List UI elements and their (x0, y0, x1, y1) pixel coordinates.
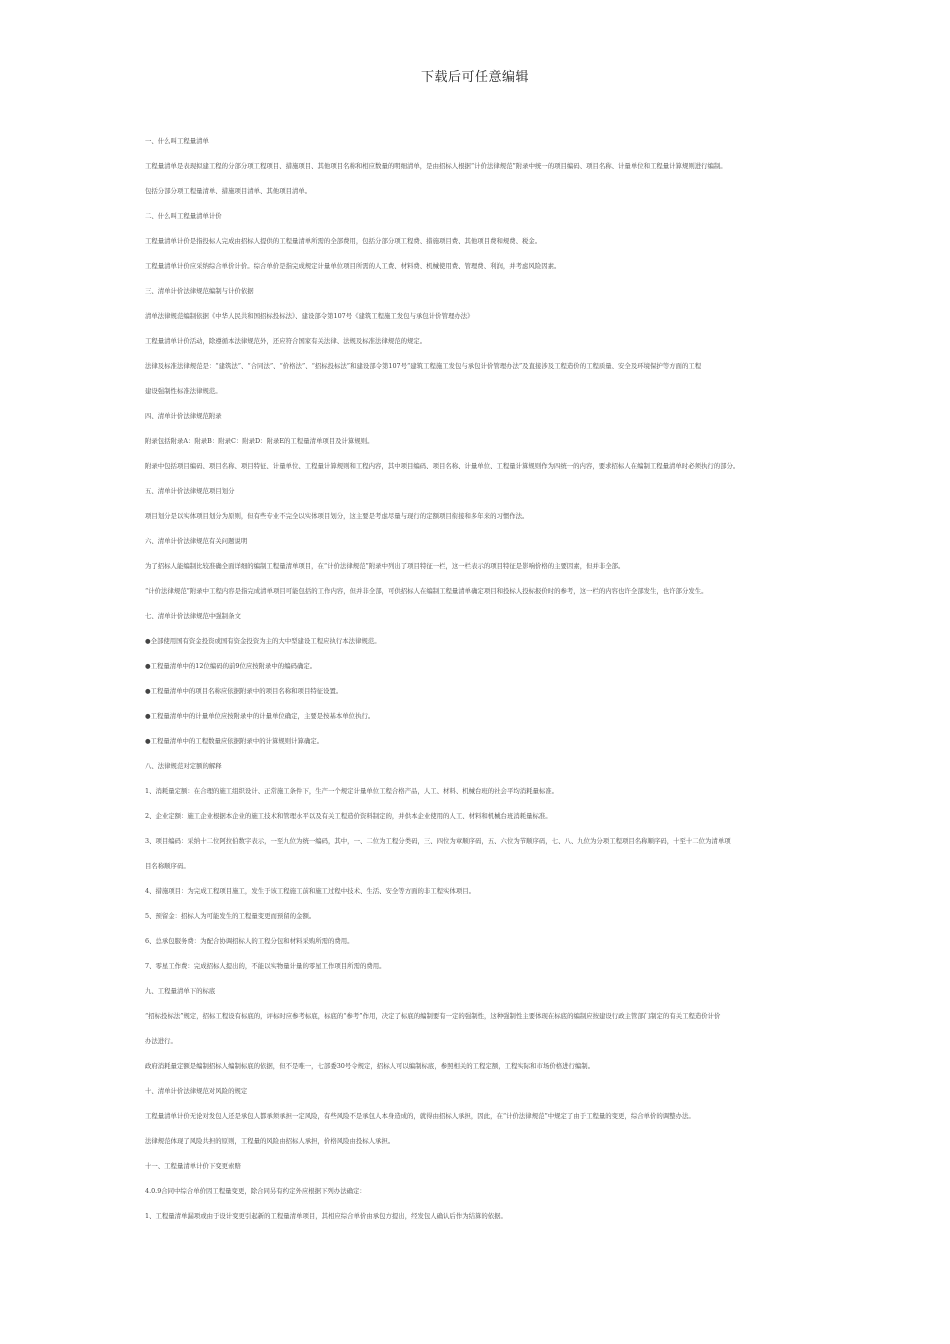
text-line: 六、清单计价法律规范有关问题说明 (145, 537, 248, 545)
text-line: ●工程量清单中的计量单位应按附录中的计量单位确定，主要是按基本单位执行。 (145, 712, 375, 720)
text-line: 5、预留金：招标人为可能发生的工程量变更而预留的金额。 (145, 912, 316, 920)
text-line: “计价法律规范”附录中工程内容是指完成清单项目可能包括的工作内容，但并非全部，可供招标人在编制工程量清单确定项目和投标人投标报价时的参考，这一栏的内容也许全部发生，也许部分发生。 (145, 587, 708, 595)
text-line: 建设强制性标准法律规范。 (145, 387, 222, 395)
text-line: 三、清单计价法律规范编制与计价依据 (145, 287, 254, 295)
text-line: 八、法律规范对定额的解释 (145, 762, 222, 770)
text-line: 法律规范体现了风险共担的原则，工程量的风险由招标人承担，价格风险由投标人承担。 (145, 1137, 395, 1145)
text-line: 一、什么叫工程量清单 (145, 137, 209, 145)
text-line: 附录中包括项目编码、项目名称、项目特征、计量单位、工程量计算规则和工程内容，其中项目编码、项目名称、计量单位、工程量计算规则作为四统一的内容，要求招标人在编制工程量清单时必须执行的部分。 (145, 462, 740, 470)
text-line: 1、工程量清单漏项或由于设计变更引起新的工程量清单项目，其相应综合单价由承包方提出，经发包人确认后作为结算的依据。 (145, 1212, 507, 1220)
text-line: 四、清单计价法律规范附录 (145, 412, 222, 420)
text-line: 2、企业定额：施工企业根据本企业的施工技术和管理水平以及有关工程造价资料制定的，并供本企业使用的人工、材料和机械台班消耗量标准。 (145, 812, 552, 820)
text-line: 办法进行。 (145, 1037, 177, 1045)
text-line: 3、项目编码：采纳十二位阿拉伯数字表示，一至九位为统一编码，其中，一、二位为工程分类码，三、四位为章顺序码，五、六位为节顺序码，七、八、九位为分项工程项目名称顺序码，十至十二位为清单项 (145, 837, 731, 845)
text-line: 法律及标准法律规范是：“建筑法”、“合同法”、“价格法”、“招标投标法”和建设部令第107号“建筑工程施工发包与承包计价管理办法”及直接涉及工程造价的工程质量、安全及环境保护等方面的工程 (145, 362, 702, 370)
text-line: 十一、工程量清单计价下变更索赔 (145, 1162, 241, 1170)
text-line: 4、措施项目：为完成工程项目施工，发生于该工程施工前和施工过程中技术、生活、安全等方面的非工程实体项目。 (145, 887, 475, 895)
text-line: 十、清单计价法律规范对风险的规定 (145, 1087, 248, 1095)
text-line: 工程量清单计价应采纳综合单价计价。综合单价是指完成规定计量单位项目所需的人工费、材料费、机械使用费、管理费、利润，并考虑风险因素。 (145, 262, 561, 270)
text-line: 项目划分是以实体项目划分为原则，但有些专业不完全以实体项目划分，这主要是考虑尽量与现行的定额项目衔接和多年来的习惯作法。 (145, 512, 529, 520)
text-line: ●全部使用国有资金投资或国有资金投资为主的大中型建设工程应执行本法律规范。 (145, 637, 381, 645)
text-line: 二、什么叫工程量清单计价 (145, 212, 222, 220)
page-title: 下载后可任意编辑 (420, 70, 529, 85)
text-line: “招标投标法”规定，招标工程设有标底的，评标时应参考标底，标底的“参考”作用，决定了标底的编制要有一定的强制性，这种强制性主要体现在标底的编制应按建设行政主管部门制定的有关工程造价计价 (145, 1012, 721, 1020)
text-line: ●工程量清单中的12位编码的前9位应按附录中的编码确定。 (145, 662, 317, 670)
text-line: 政府消耗量定额是编制招标人编制标底的依据，但不是唯一，七部委30号令规定，招标人可以编制标底，参照相关的工程定额，工程实际和市场价格进行编制。 (145, 1062, 595, 1070)
text-line: 4.0.9合同中综合单价因工程量变更，除合同另有约定外应根据下列办法确定： (145, 1187, 366, 1195)
text-line: 6、总承包服务费：为配合协调招标人的工程分包和材料采购所需的费用。 (145, 937, 354, 945)
text-line: 工程量清单计价是指投标人完成由招标人提供的工程量清单所需的全部费用，包括分部分项工程费、措施项目费、其他项目费和规费、税金。 (145, 237, 542, 245)
text-line: 1、消耗量定额：在合理的施工组织设计、正常施工条件下，生产一个规定计量单位工程合格产品，人工、材料、机械台班的社会平均消耗量标准。 (145, 787, 559, 795)
text-line: 目名称顺序码。 (145, 862, 190, 870)
text-line: 清单法律规范编制依据《中华人民共和国招标投标法》、建设部令第107号《建筑工程施工发包与承包计价管理办法》 (145, 312, 474, 320)
text-line: 九、工程量清单下的标底 (145, 987, 216, 995)
text-line: 附录包括附录A：附录B：附录C：附录D：附录E的工程量清单项目及计算规则。 (145, 437, 374, 445)
text-line: ●工程量清单中的项目名称应依据附录中的项目名称和项目特征设置。 (145, 687, 343, 695)
text-line: 包括分部分项工程量清单、措施项目清单、其他项目清单。 (145, 187, 312, 195)
text-line: 为了招标人能编制比较准确全面详细的编制工程量清单项目，在“计价法律规范”附录中列出了项目特征一栏，这一栏表示的项目特征是影响价格的主要因素，但并非全部。 (145, 562, 625, 570)
text-line: 工程量清单计价无论对发包人还是承包人都承须承担一定风险，有些风险不是承包人本身造成的，就得由招标人承担，因此，在“计价法律规范”中规定了由于工程量的变更，综合单价的调整办法。 (145, 1112, 695, 1120)
text-line: 七、清单计价法律规范中强制条文 (145, 612, 241, 620)
text-line: ●工程量清单中的工程数量应依据附录中的计算规则计算确定。 (145, 737, 324, 745)
document-body (145, 129, 810, 1229)
text-line: 工程量清单计价活动，除遵循本法律规范外，还应符合国家有关法律、法规及标准法律规范的规定。 (145, 337, 427, 345)
text-line: 五、清单计价法律规范项目划分 (145, 487, 235, 495)
text-line: 7、零星工作费：完成招标人提出的，不能以实物量计量的零星工作项目所需的费用。 (145, 962, 386, 970)
text-line: 工程量清单是表现拟建工程的分部分项工程项目、措施项目、其他项目名称和相应数量的明细清单，是由招标人根据“计价法律规范”附录中统一的项目编码、项目名称、计量单位和工程量计算规则进行编制。 (145, 162, 727, 170)
